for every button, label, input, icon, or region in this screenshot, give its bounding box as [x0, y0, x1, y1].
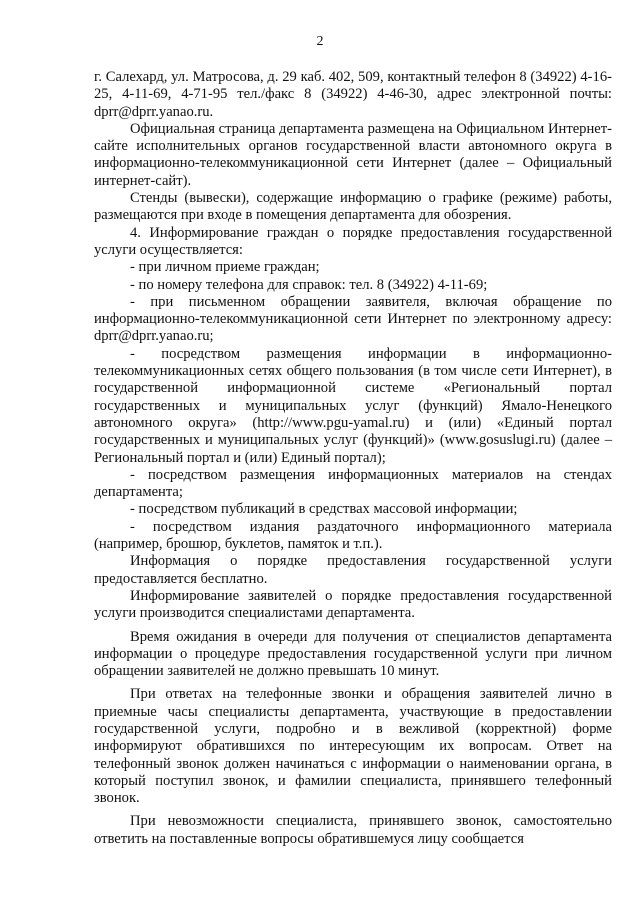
paragraph-free-info: Информация о порядке предоставления государственной услуги предоставляется бесплатно.	[94, 553, 612, 587]
paragraph-stands: Стенды (вывески), содержащие информацию о графике (режиме) работы, размещаются при входе в помещения департамента для обозрения.	[94, 190, 612, 224]
list-item-handouts: - посредством издания раздаточного информационного материала (например, брошюр, буклетов, памяток и т.п.).	[94, 518, 612, 553]
paragraph-waiting-time: Время ожидания в очереди для получения от специалистов департамента информации о процедуре предоставления государственной услуги при личном обращении заявителей не должно превышать 10 минут.	[94, 628, 612, 680]
list-item-written-request: - при письменном обращении заявителя, включая обращение по информационно-телекоммуникационной сети Интернет по электронному адресу: dprr@dprr.yanao.ru;	[94, 293, 612, 345]
paragraph-address: г. Салехард, ул. Матросова, д. 29 каб. 402, 509, контактный телефон 8 (34922) 4-16-25, 4-11-69, 4-71-95 тел./факс 8 (34922) 4-46-30, адрес электронной почты: dprr@dprr.yanao.ru.	[94, 69, 612, 120]
list-item-media: - посредством публикаций в средствах массовой информации;	[130, 501, 518, 518]
paragraph-phone-answers: При ответах на телефонные звонки и обращения заявителей лично в приемные часы специалисты департамента, участвующие в предоставлении государственной услуги, подробно и в вежливой (корректной) форме информируют обратившихся по интересующим их вопросам. Ответ на телефонный звонок должен начинаться с информации о наименовании органа, в который поступил звонок, и фамилии специалиста, принявшего телефонный звонок.	[94, 686, 612, 807]
document-body	[94, 69, 612, 848]
page-number: 2	[316, 34, 324, 49]
paragraph-inability: При невозможности специалиста, принявшего звонок, самостоятельно ответить на поставленные вопросы обратившемуся лицу сообщается	[94, 813, 612, 847]
paragraph-item-4: 4. Информирование граждан о порядке предоставления государственной услуги осуществляется:	[94, 224, 612, 258]
paragraph-official-page: Официальная страница департамента размещена на Официальном Интернет-сайте исполнительных органов государственной власти автономного округа в информационно-телекоммуникационной сети Интернет (далее – Официальный интернет-сайт).	[94, 120, 612, 189]
list-item-personal-reception: - при личном приеме граждан;	[130, 259, 320, 276]
list-item-portal: - посредством размещения информации в информационно-телекоммуникационных сетях общего пользования (в том числе сети Интернет), в государственной информационной системе «Региональный портал государственных и муниципальных услуг (функций) Ямало-Ненецкого автономного округа» (http://www.pgu-yamal.ru) и (или) «Единый портал государственных и муниципальных услуг (функций)» (www.gosuslugi.ru) (далее – Региональный портал и (или) Единый портал);	[94, 345, 612, 466]
list-item-stands: - посредством размещения информационных материалов на стендах департамента;	[94, 466, 612, 501]
list-item-phone: - по номеру телефона для справок: тел. 8 (34922) 4-11-69;	[130, 276, 488, 293]
paragraph-specialists: Информирование заявителей о порядке предоставления государственной услуги производится специалистами департамента.	[94, 587, 612, 622]
